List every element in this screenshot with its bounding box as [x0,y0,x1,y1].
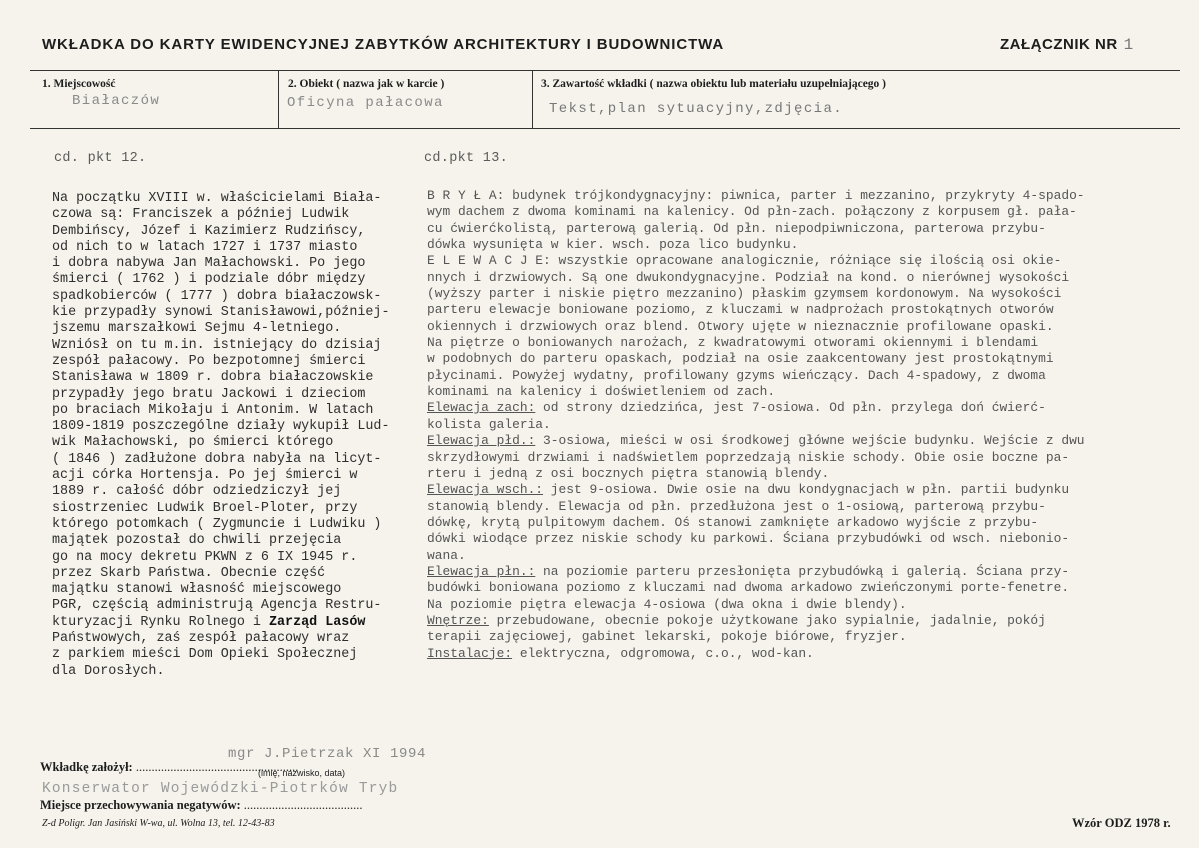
text-line: skrzydłowymi drzwiami i nadświetlem poprzedzają niskie schody. Obie osie boczne pa- [427,449,1070,465]
section-label-west-elevation: Elewacja zach: [427,400,536,416]
text-line: 1809-1819 poszczególne działy wykupił Lud- [52,419,390,435]
negatives-dots: ...................................... [243,798,363,812]
description-text [427,188,1197,662]
text-line-part: przebudowane, obecnie pokoje użytkowane jako sypialnie, jadalnie, pokój [488,612,1046,628]
founder-value: mgr J.Pietrzak XI 1994 [228,746,427,762]
text-line: przypadły jego bratu Jackowi i dzieciom [52,386,366,402]
text-line: majątku stanowi własność miejscowego [52,582,342,598]
field-object-label [288,78,444,90]
text-line: cu ćwierćkolistą, parterową galerią. Od płn. niepodpiwniczona, parterowa przybu- [427,220,1046,236]
text-line: i dobra nabywa Jan Małachowski. Po jego [52,256,366,272]
text-line: z parkiem mieści Dom Opieki Społecznej [52,647,358,663]
text-line: spadkobierców ( 1777 ) dobra białaczowsk- [52,288,382,304]
text-line: jszemu marszałkowi Sejmu 4-letniego. [52,321,342,337]
text-line: ( 1846 ) zadłużone dobra nabyła na licyt- [52,451,382,467]
text-line-part: kturyzacji Rynku Rolnego i [52,614,269,630]
divider-2 [532,70,533,128]
text-line [427,646,1197,662]
text-line: czowa są: Franciszek a później Ludwik [52,207,350,223]
rule-top [30,70,1180,71]
section-label-east-elevation: Elewacja wsch.: [427,482,544,498]
text-line: od nich to w latach 1727 i 1737 miasto [52,239,358,255]
text-line [427,482,1197,498]
text-line: PGR, częścią administrują Agencja Restru- [52,598,382,614]
field-object-value: Oficyna pałacowa [287,95,444,111]
text-line: parteru elewacje boniowane poziomo, z kluczami w nadprożach prostokątnych otworów [427,302,1054,318]
text-line: Dembińscy, Józef i Kazimierz Rudzińscy, [52,223,366,239]
text-line-part: od strony dziedzińca, jest 7-osiowa. Od płn. przylega doń ćwierć- [535,400,1046,416]
printer-note: Z-d Poligr. Jan Jasiński W-wa, ul. Wolna 13, tel. 12-43-83 [42,818,275,829]
form-title: WKŁADKA DO KARTY EWIDENCYJNEJ ZABYTKÓW ARCHITEKTURY I BUDOWNICTWA [42,36,725,53]
negatives-label-text: Miejsce przechowywania negatywów: [40,798,241,812]
section-label-north-elevation: Elewacja płn.: [427,563,536,579]
negatives-label [40,798,363,813]
text-line: majątek pozostał do chwili przejęcia [52,533,342,549]
field-object-label-note: ( nazwa jak w karcie ) [336,78,445,90]
history-text [52,191,402,680]
text-line: go na mocy dekretu PKWN z 6 IX 1945 r. [52,549,358,565]
text-line: zespół pałacowy. Po bezpotomnej śmierci [52,353,366,369]
text-line: śmierci ( 1762 ) i podziale dóbr między [52,272,366,288]
text-line: nnych i drzwiowych. Są one dwukondygnacyjne. Podział na kond. o nierównej wysokości [427,269,1070,285]
text-line: w podobnych do parteru opaskach, podział na osie zaakcentowany jest prostokątnymi [427,351,1054,367]
text-line-part: : wszystkie opracowane analogicznie, różniące się ilością osi okie- [543,253,1062,269]
text-line-part: elektryczna, odgromowa, c.o., wod-kan. [512,645,814,661]
text-line: Państwowych, zaś zespół pałacowy wraz [52,631,350,647]
founder-dots: .................................................... [135,760,299,774]
text-line: wik Małachowski, po śmierci którego [52,435,334,451]
field-object-label-text: 2. Obiekt [288,78,334,90]
field-content-label [541,78,886,90]
text-line: kolista galeria. [427,416,551,432]
text-line: przez Skarb Państwa. Obecnie część [52,565,326,581]
section-label-south-elevation: Elewacja płd.: [427,433,536,449]
text-line: stanowią blendy. Elewacja od płn. przedłużona jest o 1-osiową, parterową przybu- [427,498,1046,514]
field-location-label: 1. Miejscowość [42,78,116,90]
text-line: Na piętrze o boniowanych narożach, z kwadratowymi otworami okiennymi i blendami [427,335,1039,351]
field-content-value: Tekst,plan sytuacyjny,zdjęcia. [549,101,844,117]
section-label-elewacje: E L E W A C J E [427,253,544,269]
right-section-heading: cd.pkt 13. [424,151,509,166]
text-line [427,613,1197,629]
text-line: okiennych i drzwiowych oraz blend. Otwory ujęte w nieznacznie profilowane opaski. [427,318,1054,334]
text-line [427,433,1197,449]
section-label-interior: Wnętrze: [427,612,489,628]
annex-label-text: ZAŁĄCZNIK NR [1000,36,1118,53]
text-line: Na poziomie piętra elewacja 4-osiowa (dwa okna i dwie blendy). [427,596,907,612]
text-line-part: : budynek trójkondygnacyjny: piwnica, parter i mezzanino, przykryty 4-spado- [496,188,1085,203]
annex-label [1000,36,1134,54]
field-location-value: Białaczów [72,93,161,109]
section-label-bryla: B R Y Ł A [427,188,497,203]
text-line-part: jest 9-osiowa. Dwie osie na dwu kondygnacjach w płn. partii budynku [543,482,1070,498]
text-line: dówka wysunięta w kier. wsch. poza lico budynku. [427,237,799,253]
text-line: dówki wiodące przez niskie schody ku parkowi. Ściana przybudówki od wsch. niebonio- [427,531,1070,547]
divider-1 [278,70,279,128]
text-line-part: 3-osiowa, mieści w osi środkowej główne wejście budynku. Wejście z dwu [535,433,1085,449]
left-section-heading: cd. pkt 12. [54,151,147,166]
text-line [427,564,1197,580]
founder-label-text: Wkładkę założył: [40,760,133,774]
text-line: budówki boniowana poziomo z kluczami nad dwoma arkadowo zwieńczonymi porte-fenetre. [427,580,1070,596]
section-label-installations: Instalacje: [427,645,513,661]
text-line: którego potomkach ( Zygmuncie i Ludwiku ) [52,516,382,532]
text-line: po braciach Mikołaju i Antonim. W latach [52,402,374,418]
field-content-label-text: 3. Zawartość wkładki [541,78,647,90]
text-line: płycinami. Powyżej wydatny, profilowany gzyms wieńczący. Dach 4-spadowy, z dwoma [427,367,1046,383]
field-content-label-note: ( nazwa obiektu lub materiału uzupełniającego ) [649,78,887,90]
text-line [427,253,1197,269]
text-line: kie przypadły synowi Stanisławowi,później- [52,305,390,321]
text-line: kominami na kalenicy i doświetleniem od zach. [427,384,776,400]
text-line [427,188,1197,204]
text-line: dla Dorosłych. [52,663,165,679]
founder-caption: (imię, nazwisko, data) [258,768,346,778]
text-line: Stanisława w 1809 r. dobra białaczowskie [52,370,374,386]
text-line-part: na poziomie parteru przesłonięta przybudówką i galerią. Ściana przy- [535,563,1070,579]
text-line: (wyższy parter i niskie piętro mezzanino) płaskim gzymsem kordonowym. Na wysokości [427,286,1062,302]
text-line: dówkę, krytą pulpitowym dachem. Oś stanowi zamknięte arkadowo wyjście z przybu- [427,514,1039,530]
text-line: rteru i jedną z osi bocznych piętra stanowią blendy. [427,465,830,481]
text-line [427,400,1197,416]
text-line: Na początku XVIII w. właścicielami Biała- [52,191,382,206]
rule-fields-bottom [30,128,1180,129]
text-line: wana. [427,547,466,563]
text-line: terapii zajęciowej, gabinet lekarski, pokoje biórowe, fryzjer. [427,629,907,645]
text-line: wym dachem z dwoma kominami na kalenicy. Od płn-zach. połączony z korpusem gł. pała- [427,204,1077,220]
text-line: 1889 r. całość dóbr odziedziczył jej [52,484,342,500]
annex-number: 1 [1123,36,1134,54]
form-model: Wzór ODZ 1978 r. [1072,816,1171,830]
text-line: Wzniósł on tu m.in. istniejący do dzisiaj [52,337,382,353]
conservator-stamp: Konserwator Wojewódzki-Piotrków Tryb [42,781,399,797]
forestry-board-text: Zarząd Lasów [268,614,366,630]
text-line: acji córka Hortensja. Po jej śmierci w [52,468,358,484]
text-line [52,615,402,631]
text-line: siostrzeniec Ludwik Broel-Ploter, przy [52,500,358,516]
